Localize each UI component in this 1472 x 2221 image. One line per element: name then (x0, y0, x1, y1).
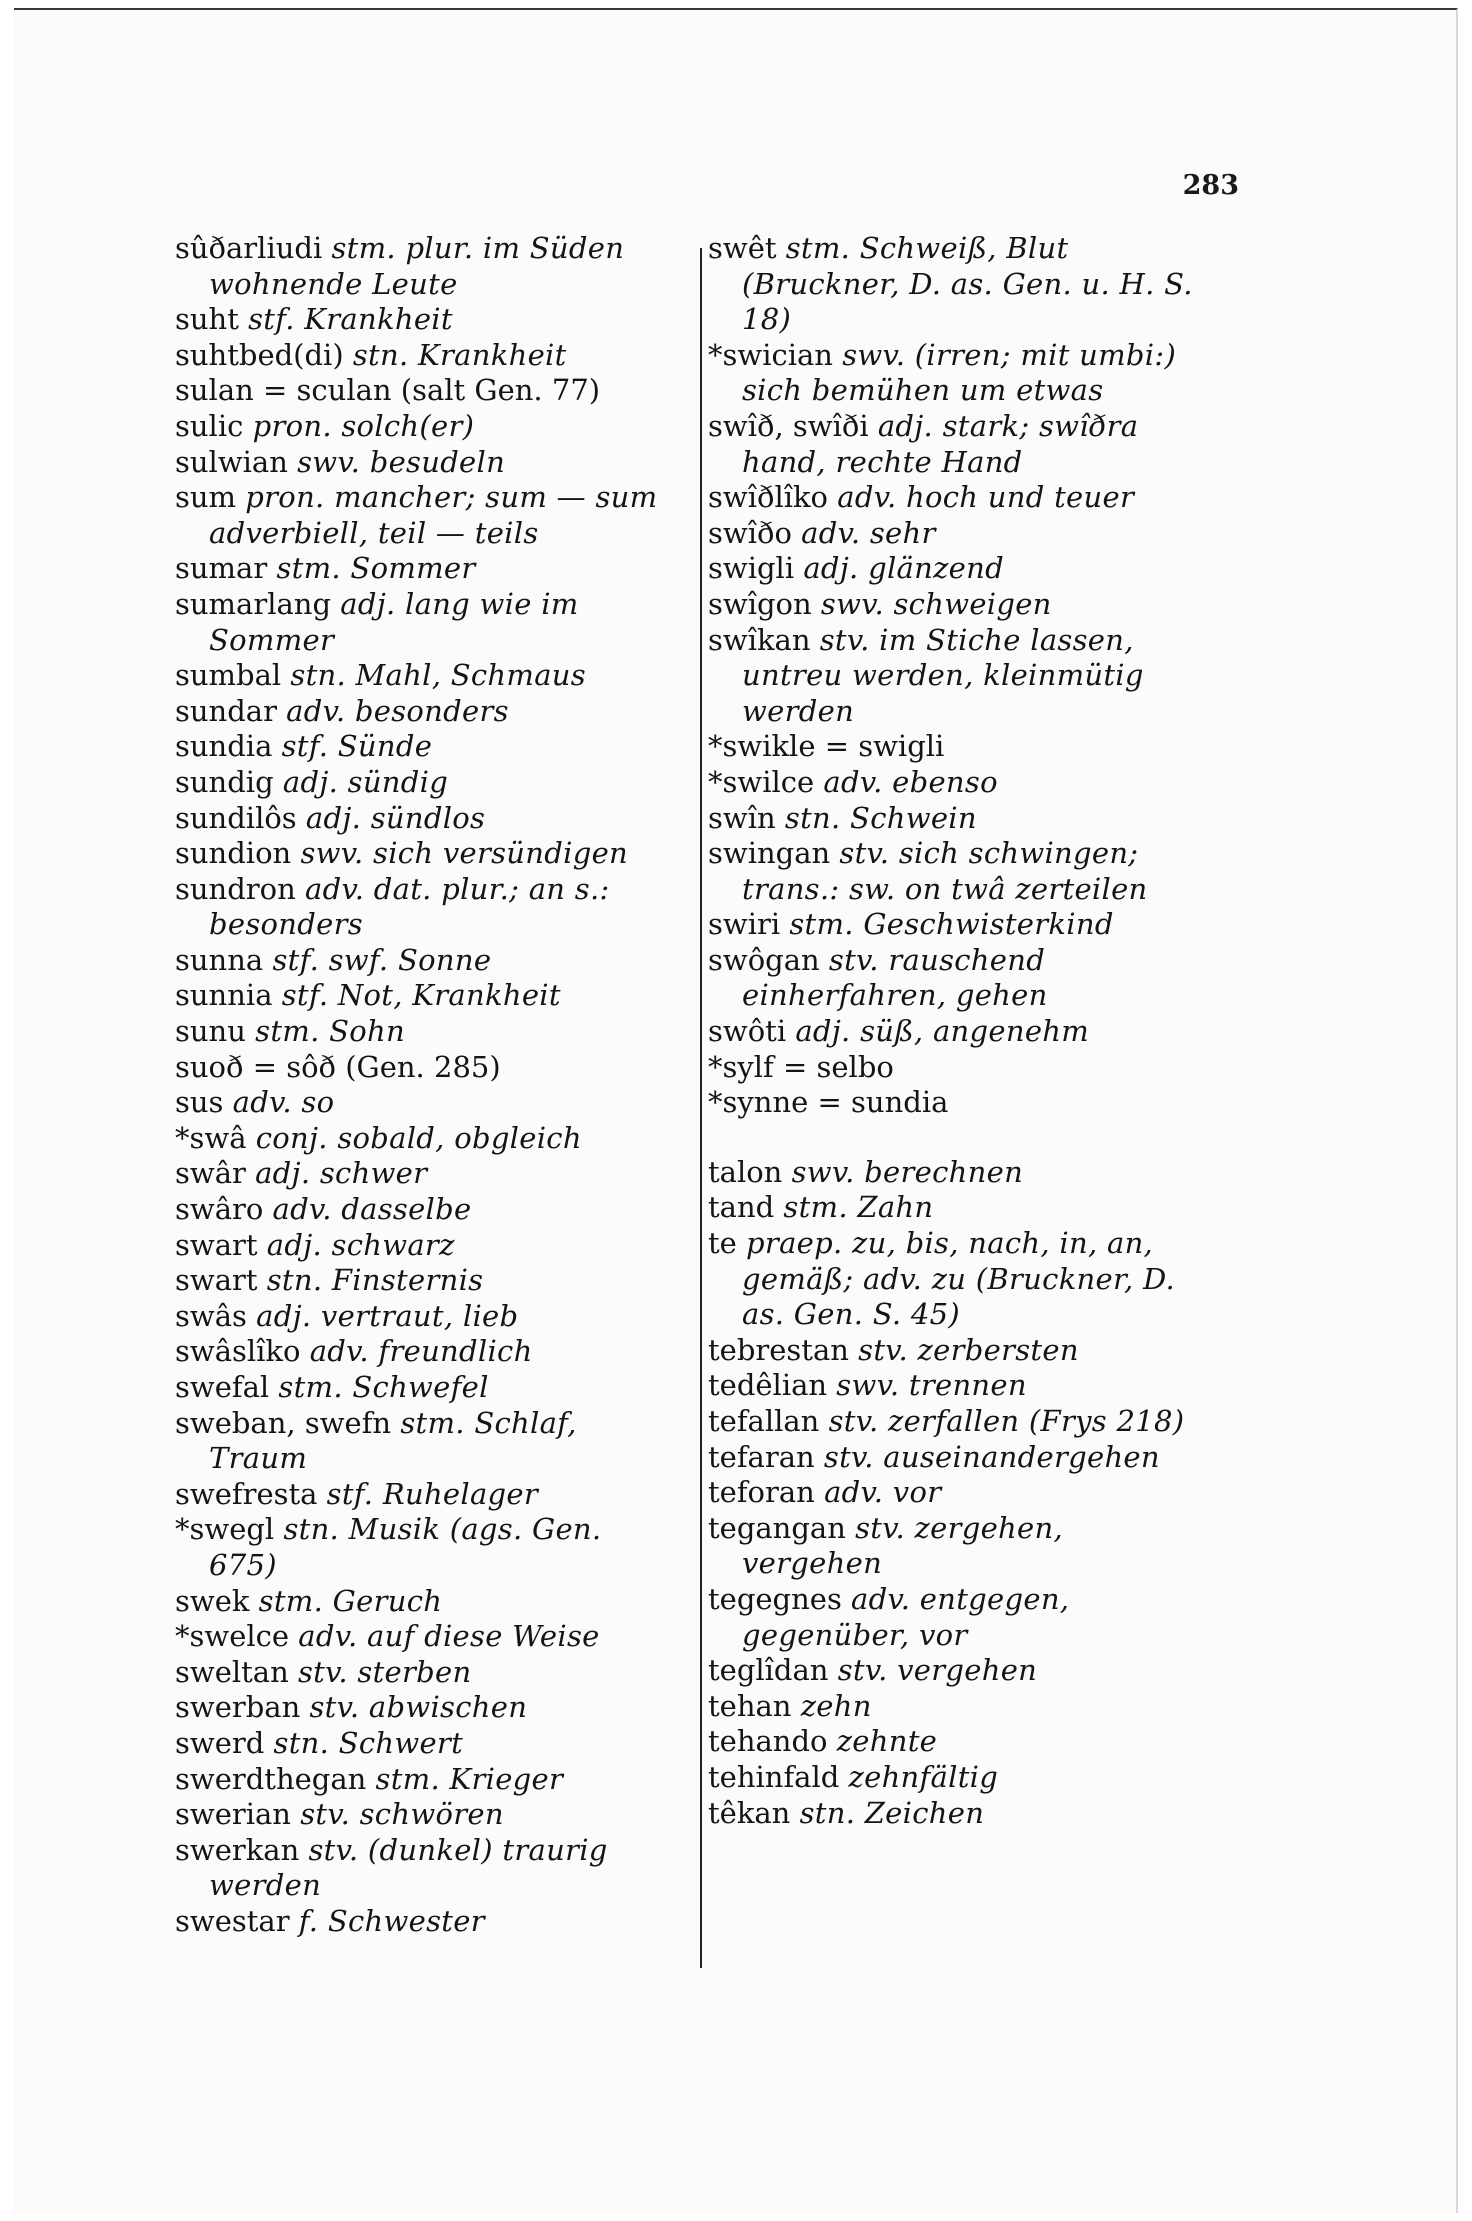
entry-headword: swîð, swîði (708, 408, 869, 443)
entry-headword: swâro (175, 1192, 264, 1227)
dictionary-entry (175, 1655, 665, 1691)
dictionary-entry (175, 1299, 665, 1335)
entry-definition: stm. Krieger (375, 1761, 564, 1796)
entry-definition: adv. ebenso (823, 764, 998, 799)
entry-headword: *swilce (708, 764, 815, 799)
column-divider (700, 248, 702, 1968)
entry-definition: swv. (irren; mit umbi:) sich bemühen um etwas (742, 337, 1177, 408)
dictionary-entry (175, 1192, 665, 1228)
dictionary-entry (708, 1796, 1208, 1832)
entry-headword: sunu (175, 1014, 246, 1049)
dictionary-entry (708, 1050, 1208, 1086)
dictionary-entry (175, 1014, 665, 1050)
entry-definition: adv. hoch und teuer (837, 480, 1135, 515)
entry-headword: tegangan (708, 1510, 846, 1545)
entry-definition: stn. Finsternis (266, 1263, 484, 1298)
entry-definition: stv. schwören (300, 1797, 504, 1832)
entry-headword: suht (175, 302, 239, 337)
dictionary-entry (708, 1440, 1208, 1476)
dictionary-entry (175, 1512, 665, 1583)
entry-headword: swefal (175, 1370, 270, 1404)
entry-headword: tehinfald (708, 1759, 840, 1794)
dictionary-entry (175, 1156, 665, 1192)
entry-headword: sundia (175, 729, 273, 764)
entry-definition: stv. zerfallen (Frys 218) (828, 1404, 1185, 1438)
dictionary-entry (175, 1726, 665, 1762)
dictionary-entry (175, 1334, 665, 1370)
entry-headword: *swegl (175, 1512, 275, 1547)
dictionary-entry (175, 801, 665, 837)
dictionary-entry (708, 729, 1208, 765)
dictionary-entry (175, 1904, 665, 1940)
entry-headword: swerian (175, 1797, 291, 1832)
dictionary-entry (708, 338, 1208, 409)
dictionary-entry (175, 1797, 665, 1833)
entry-headword: swîkan (708, 622, 811, 657)
entry-headword: sulwian (175, 444, 288, 479)
dictionary-entry (708, 1014, 1208, 1050)
entry-headword: tand (708, 1190, 775, 1225)
dictionary-entry (708, 1085, 1208, 1121)
entry-definition: stn. Musik (ags. Gen. 675) (209, 1512, 602, 1582)
entry-headword: *swelce (175, 1619, 290, 1654)
dictionary-entry (708, 1653, 1208, 1689)
entry-definition: stf. Krankheit (248, 302, 453, 337)
entry-definition: pron. solch(er) (252, 408, 475, 443)
entry-headword: sunnia (175, 978, 273, 1013)
dictionary-entry (708, 480, 1208, 516)
dictionary-entry (175, 1370, 665, 1406)
page-number: 283 (1182, 170, 1239, 201)
dictionary-entry (175, 836, 665, 872)
entry-definition: stm. Geruch (258, 1583, 443, 1618)
entry-headword: sulan = sculan (salt Gen. 77) (175, 373, 601, 408)
entry-headword: tehan (708, 1688, 792, 1723)
entry-definition: stm. Sohn (255, 1014, 405, 1049)
entry-headword: swefresta (175, 1476, 318, 1511)
dictionary-entry (175, 1619, 665, 1655)
entry-headword: swâr (175, 1156, 246, 1191)
entry-headword: swart (175, 1263, 258, 1298)
entry-definition: adj. sündig (282, 764, 449, 799)
dictionary-entry (175, 373, 665, 409)
entry-headword: *swikle = swigli (708, 729, 945, 764)
entry-definition: adj. sündlos (305, 800, 486, 835)
entry-headword: teglîdan (708, 1653, 829, 1688)
entry-headword: tehando (708, 1724, 828, 1759)
entry-definition: adv. so (232, 1085, 335, 1120)
entry-definition: stm. Zahn (783, 1190, 934, 1225)
dictionary-entry (175, 978, 665, 1014)
entry-headword: sulic (175, 408, 244, 443)
entry-definition: adv. dasselbe (272, 1192, 472, 1227)
dictionary-entry (175, 1050, 665, 1086)
entry-headword: *sylf = selbo (708, 1049, 894, 1084)
entry-definition: swv. sich versündigen (300, 836, 629, 871)
entry-definition: praep. zu, bis, nach, in, an, gemäß; adv. zu (Bruckner, D. as. Gen. S. 45) (742, 1226, 1176, 1332)
dictionary-entry (175, 658, 665, 694)
entry-definition: stn. Krankheit (352, 337, 567, 372)
entry-definition: stv. vergehen (837, 1653, 1038, 1688)
entry-definition: stn. Zeichen (799, 1795, 985, 1830)
entry-headword: sundron (175, 871, 296, 906)
entry-headword: swôgan (708, 942, 820, 977)
entry-definition: stm. plur. im Süden wohnende Leute (209, 231, 625, 301)
entry-definition: stn. Mahl, Schmaus (290, 658, 586, 693)
dictionary-entry (175, 1121, 665, 1157)
entry-headword: swerban (175, 1690, 301, 1725)
dictionary-entry (175, 1584, 665, 1620)
entry-headword: swîgon (708, 586, 812, 621)
entry-headword: swerkan (175, 1832, 300, 1867)
entry-definition: adj. stark; swîðra hand, rechte Hand (742, 408, 1139, 479)
entry-headword: sumarlang (175, 586, 332, 621)
entry-definition: stn. Schwein (784, 800, 977, 835)
entry-definition: stm. Geschwisterkind (789, 907, 1114, 942)
entry-headword: swâs (175, 1298, 247, 1333)
dictionary-entry (708, 836, 1208, 907)
entry-definition: stv. rauschend einherfahren, gehen (742, 942, 1048, 1013)
dictionary-entry (175, 480, 665, 551)
entry-headword: sweltan (175, 1654, 289, 1689)
entry-headword: *swâ (175, 1120, 247, 1155)
dictionary-entry (708, 409, 1208, 480)
entry-definition: stv. zergehen, vergehen (742, 1510, 1063, 1581)
entry-definition: f. Schwester (298, 1903, 485, 1938)
dictionary-entry (708, 551, 1208, 587)
entry-headword: te (708, 1226, 737, 1261)
entry-headword: sumbal (175, 658, 282, 693)
entry-definition: stm. Schlaf, Traum (209, 1405, 577, 1476)
entry-definition: adv. dat. plur.; an s.: besonders (209, 871, 610, 942)
entry-headword: swêt (708, 231, 777, 265)
dictionary-entry (708, 1368, 1208, 1404)
entry-headword: swerdthegan (175, 1761, 367, 1796)
entry-headword: sundig (175, 764, 274, 799)
entry-definition: stf. Ruhelager (326, 1476, 539, 1511)
dictionary-entry (175, 338, 665, 374)
entry-definition: adj. süß, angenehm (795, 1014, 1090, 1049)
dictionary-entry (708, 1582, 1208, 1653)
entry-definition: conj. sobald, obgleich (255, 1120, 582, 1155)
right-column (708, 231, 1208, 1831)
entry-headword: teforan (708, 1475, 815, 1510)
dictionary-entry (175, 409, 665, 445)
dictionary-entry (175, 729, 665, 765)
entry-definition: stv. auseinandergehen (823, 1439, 1160, 1474)
entry-definition: stv. abwischen (309, 1690, 528, 1725)
dictionary-entry (708, 623, 1208, 730)
entry-headword: suoð = sôð (Gen. 285) (175, 1049, 501, 1084)
entry-headword: tedêlian (708, 1368, 828, 1403)
dictionary-entry (175, 1833, 665, 1904)
dictionary-entry (708, 1226, 1208, 1333)
entry-definition: stv. sterben (297, 1654, 472, 1689)
dictionary-entry (708, 801, 1208, 837)
entry-definition: stf. swf. Sonne (272, 942, 492, 977)
dictionary-entry (708, 907, 1208, 943)
entry-headword: tegegnes (708, 1581, 842, 1616)
entry-headword: sundion (175, 836, 292, 871)
entry-headword: swerd (175, 1725, 265, 1760)
entry-headword: sumar (175, 551, 268, 586)
entry-headword: swîðlîko (708, 480, 829, 515)
dictionary-entry (175, 1406, 665, 1477)
dictionary-entry (708, 765, 1208, 801)
dictionary-entry (708, 943, 1208, 1014)
dictionary-entry (175, 1228, 665, 1264)
dictionary-entry (708, 231, 1208, 338)
entry-definition: stf. Sünde (281, 729, 433, 764)
entry-headword: swâslîko (175, 1334, 301, 1369)
entry-headword: swîðo (708, 515, 792, 550)
entry-headword: swiri (708, 907, 781, 942)
entry-headword: swôti (708, 1014, 787, 1049)
dictionary-entry (175, 943, 665, 979)
entry-headword: swingan (708, 836, 831, 871)
entry-definition: stm. Schweiß, Blut (Bruckner, D. as. Gen. u. H. S. 18) (742, 231, 1193, 337)
entry-headword: swigli (708, 551, 795, 586)
entry-definition: adv. entgegen, gegenüber, vor (742, 1581, 1070, 1652)
dictionary-entry (708, 587, 1208, 623)
section-gap (708, 1121, 1208, 1155)
dictionary-entry (175, 1690, 665, 1726)
entry-definition: adv. auf diese Weise (298, 1619, 600, 1654)
dictionary-entry (708, 1724, 1208, 1760)
dictionary-entry (708, 1333, 1208, 1369)
entry-definition: stv. sich schwingen; trans.: sw. on twâ zerteilen (742, 836, 1148, 906)
entry-definition: adj. glänzend (803, 551, 1004, 586)
dictionary-entry (175, 694, 665, 730)
entry-definition: adj. lang wie im Sommer (209, 586, 579, 657)
entry-definition: adj. schwarz (266, 1227, 455, 1262)
dictionary-entry (175, 872, 665, 943)
entry-definition: adj. vertraut, lieb (256, 1298, 519, 1333)
entry-headword: sus (175, 1085, 224, 1120)
entry-headword: sundar (175, 693, 277, 728)
dictionary-entry (175, 1263, 665, 1299)
entry-headword: sundilôs (175, 800, 297, 835)
dictionary-entry (708, 1404, 1208, 1440)
entry-headword: sum (175, 480, 237, 515)
dictionary-entry (708, 1689, 1208, 1725)
entry-headword: swek (175, 1583, 250, 1618)
dictionary-entry (175, 1762, 665, 1798)
entry-headword: sûðarliudi (175, 231, 323, 265)
entry-definition: adv. besonders (286, 693, 509, 728)
dictionary-entry (175, 302, 665, 338)
entry-headword: talon (708, 1154, 783, 1189)
entry-definition: adv. freundlich (309, 1334, 533, 1369)
entry-definition: stv. zerbersten (858, 1332, 1079, 1367)
dictionary-entry (708, 1760, 1208, 1796)
entry-headword: suhtbed(di) (175, 337, 344, 372)
entry-definition: stm. Sommer (276, 551, 476, 586)
entry-headword: têkan (708, 1795, 791, 1830)
entry-headword: swestar (175, 1903, 290, 1938)
entry-definition: stn. Schwert (273, 1725, 464, 1760)
dictionary-entry (175, 1477, 665, 1513)
entry-definition: zehnte (836, 1724, 938, 1759)
entry-definition: zehnfältig (848, 1759, 999, 1794)
entry-definition: swv. trennen (836, 1368, 1027, 1403)
dictionary-entry (708, 1155, 1208, 1191)
entry-definition: swv. schweigen (820, 586, 1052, 621)
entry-definition: pron. mancher; sum — sum adverbiell, teil — teils (209, 480, 658, 550)
entry-definition: adv. vor (824, 1475, 942, 1510)
entry-headword: sweban, swefn (175, 1405, 392, 1440)
dictionary-entry (175, 765, 665, 801)
entry-headword: *swician (708, 337, 833, 372)
dictionary-entry (708, 516, 1208, 552)
entry-definition: adv. sehr (801, 515, 936, 550)
dictionary-entry (708, 1190, 1208, 1226)
dictionary-entry (708, 1475, 1208, 1511)
entry-definition: zehn (800, 1688, 872, 1723)
dictionary-entry (175, 551, 665, 587)
entry-definition: stm. Schwefel (278, 1370, 489, 1404)
dictionary-entry (175, 1085, 665, 1121)
entry-headword: sunna (175, 942, 264, 977)
dictionary-entry (708, 1511, 1208, 1582)
dictionary-entry (175, 231, 665, 302)
entry-headword: tebrestan (708, 1332, 849, 1367)
dictionary-entry (175, 445, 665, 481)
entry-headword: tefallan (708, 1404, 820, 1438)
entry-definition: swv. berechnen (791, 1154, 1024, 1189)
entry-definition: stf. Not, Krankheit (281, 978, 561, 1013)
dictionary-entry (175, 587, 665, 658)
entry-definition: stv. im Stiche lassen, untreu werden, kleinmütig werden (742, 622, 1144, 728)
entry-headword: swîn (708, 800, 776, 835)
left-column (175, 231, 665, 1940)
entry-definition: adj. schwer (255, 1156, 428, 1191)
entry-headword: *synne = sundia (708, 1085, 949, 1120)
entry-definition: stv. (dunkel) traurig werden (209, 1832, 608, 1903)
entry-headword: swart (175, 1227, 258, 1262)
entry-definition: swv. besudeln (297, 444, 506, 479)
entry-headword: tefaran (708, 1439, 815, 1474)
